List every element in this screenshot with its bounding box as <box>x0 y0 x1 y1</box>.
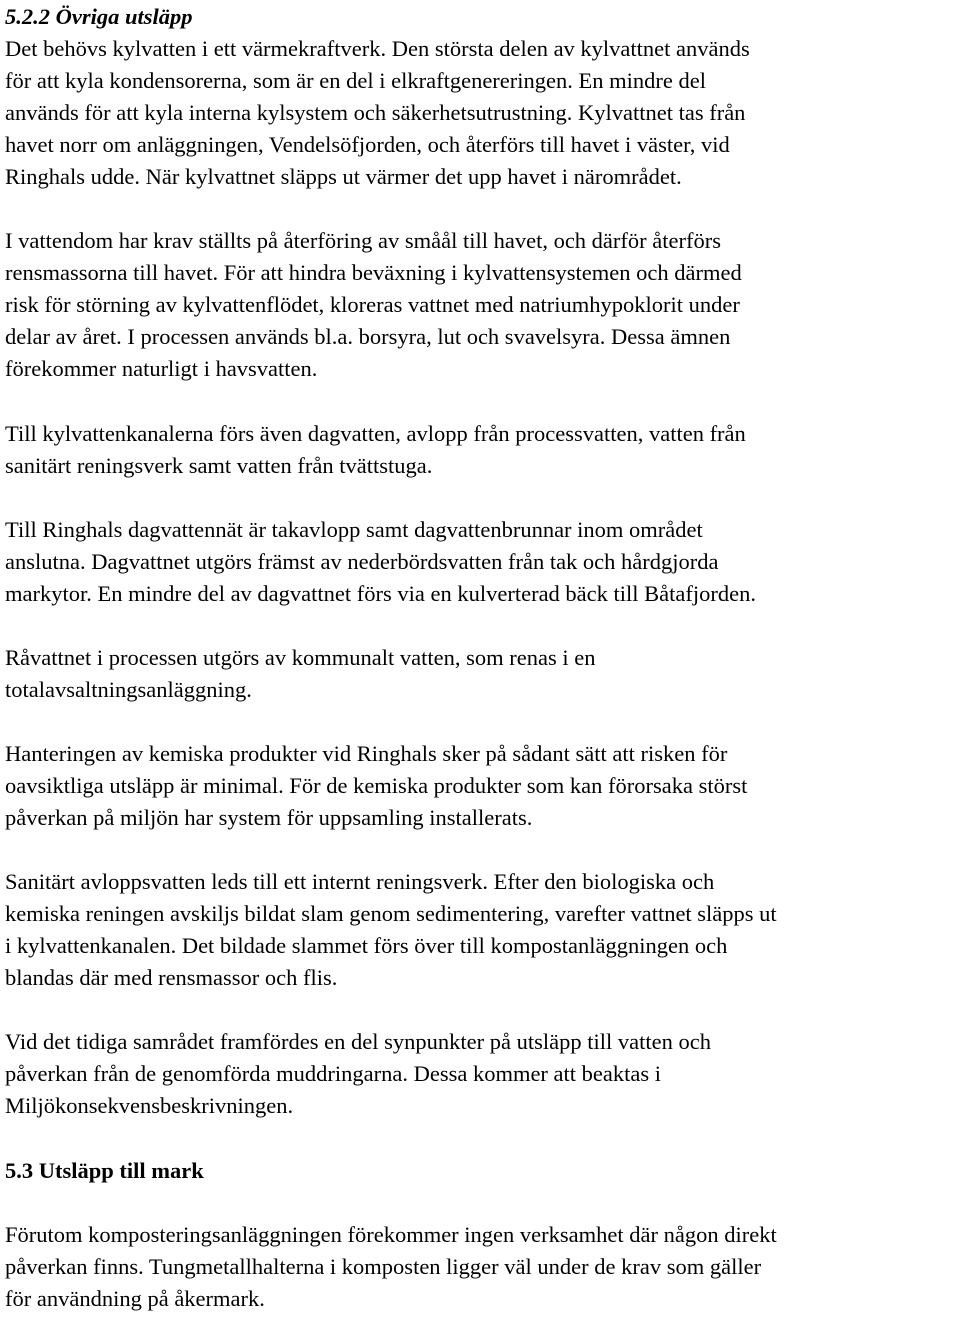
text-line: blandas där med rensmassor och flis. <box>5 965 338 990</box>
section-heading-5-3: 5.3 Utsläpp till mark <box>5 1158 204 1183</box>
text-line: förekommer naturligt i havsvatten. <box>5 356 318 381</box>
text-line: oavsiktliga utsläpp är minimal. För de kemiska produkter som kan förorsaka störst <box>5 773 748 798</box>
text-line: I vattendom har krav ställts på återföring av småål till havet, och därför återförs <box>5 228 721 253</box>
text-line: påverkan på miljön har system för uppsamling installerats. <box>5 805 533 830</box>
paragraph-consultation <box>5 1026 957 1122</box>
text-line: Miljökonsekvensbeskrivningen. <box>5 1093 294 1118</box>
paragraph-ground-emissions <box>5 1219 957 1315</box>
text-line: Det behövs kylvatten i ett värmekraftverk. Den största delen av kylvattnet används <box>5 36 750 61</box>
text-line: markytor. En mindre del av dagvattnet förs via en kulverterad bäck till Båtafjorden. <box>5 581 756 606</box>
paragraph-sanitary-sewage <box>5 866 957 994</box>
text-line: sanitärt reningsverk samt vatten från tvättstuga. <box>5 453 433 478</box>
paragraph-cooling-water <box>5 33 957 193</box>
text-line: kemiska reningen avskiljs bildat slam genom sedimentering, varefter vattnet släpps ut <box>5 901 777 926</box>
section-heading-5-2-2: 5.2.2 Övriga utsläpp <box>5 4 193 29</box>
text-line: Råvattnet i processen utgörs av kommunalt vatten, som renas i en <box>5 645 596 670</box>
text-line: Hanteringen av kemiska produkter vid Ringhals sker på sådant sätt att risken för <box>5 741 728 766</box>
text-line: delar av året. I processen används bl.a. borsyra, lut och svavelsyra. Dessa ämnen <box>5 324 731 349</box>
text-line: Sanitärt avloppsvatten leds till ett internt reningsverk. Efter den biologiska och <box>5 869 715 894</box>
text-line: totalavsaltningsanläggning. <box>5 677 252 702</box>
text-line: i kylvattenkanalen. Det bildade slammet förs över till kompostanläggningen och <box>5 933 728 958</box>
paragraph-cooling-channels <box>5 418 957 482</box>
paragraph-chemical-products <box>5 738 957 834</box>
paragraph-raw-water <box>5 642 957 706</box>
paragraph-stormwater <box>5 514 957 610</box>
text-line: havet norr om anläggningen, Vendelsöfjorden, och återförs till havet i väster, vid <box>5 132 730 157</box>
text-line: Till Ringhals dagvattennät är takavlopp samt dagvattenbrunnar inom området <box>5 517 703 542</box>
text-line: risk för störning av kylvattenflödet, kloreras vattnet med natriumhypoklorit under <box>5 292 740 317</box>
text-line: påverkan från de genomförda muddringarna. Dessa kommer att beaktas i <box>5 1061 662 1086</box>
text-line: används för att kyla interna kylsystem och säkerhetsutrustning. Kylvattnet tas från <box>5 100 746 125</box>
text-line: Förutom komposteringsanläggningen förekommer ingen verksamhet där någon direkt <box>5 1222 777 1247</box>
text-line: Till kylvattenkanalerna förs även dagvatten, avlopp från processvatten, vatten från <box>5 421 746 446</box>
paragraph-water-ruling <box>5 225 957 385</box>
text-line: påverkan finns. Tungmetallhalterna i komposten ligger väl under de krav som gäller <box>5 1254 762 1279</box>
text-line: anslutna. Dagvattnet utgörs främst av nederbördsvatten från tak och hårdgjorda <box>5 549 719 574</box>
text-line: för att kyla kondensorerna, som är en del i elkraftgenereringen. En mindre del <box>5 68 706 93</box>
text-line: Vid det tidiga samrådet framfördes en del synpunkter på utsläpp till vatten och <box>5 1029 711 1054</box>
text-line: för användning på åkermark. <box>5 1286 265 1311</box>
text-line: Ringhals udde. När kylvattnet släpps ut värmer det upp havet i närområdet. <box>5 164 682 189</box>
text-line: rensmassorna till havet. För att hindra beväxning i kylvattensystemen och därmed <box>5 260 742 285</box>
